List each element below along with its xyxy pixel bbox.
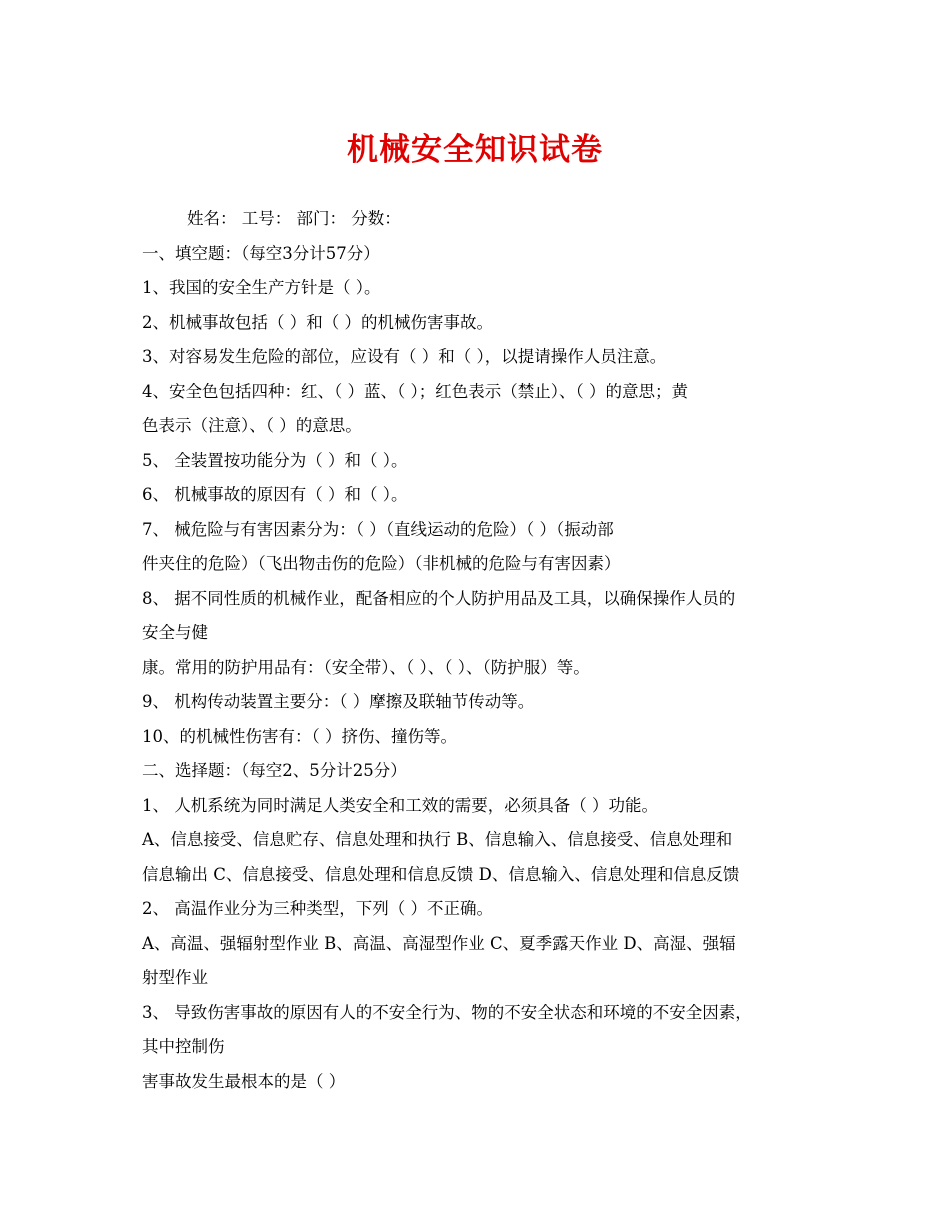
section-heading-choice: 二、选择题：（每空2、5分计25分）: [142, 761, 407, 780]
header-fields: 姓名： 工号： 部门： 分数：: [187, 209, 401, 228]
exam-title: 机械安全知识试卷: [347, 132, 603, 168]
question-line: 1、我国的安全生产方针是（ ）。: [142, 278, 381, 297]
answer-options-line: 信息输出 C、信息接受、信息处理和信息反馈 D、信息输入、信息处理和信息反馈: [142, 864, 740, 884]
answer-options-line: A、高温、强辐射型作业 B、高温、高湿型作业 C、夏季露天作业 D、高湿、强辐: [142, 933, 736, 953]
question-line: 1、 人机系统为同时满足人类安全和工效的需要，必须具备（ ）功能。: [142, 795, 658, 815]
answer-options-line: 射型作业: [142, 968, 208, 987]
question-line: 6、 机械事故的原因有（ ）和（ ）。: [142, 485, 408, 504]
answer-options-line: A、信息接受、信息贮存、信息处理和执行 B、信息输入、信息接受、信息处理和: [142, 830, 733, 849]
question-line: 9、 机构传动装置主要分：（ ）摩擦及联轴节传动等。: [142, 692, 535, 711]
question-line: 色表示（注意）、（ ）的意思。: [142, 416, 362, 435]
question-line: 5、 全装置按功能分为（ ）和（ ）。: [142, 450, 408, 470]
question-line: 10、的机械性伤害有：（ ）挤伤、撞伤等。: [142, 726, 457, 746]
question-line: 4、安全色包括四种：红、（ ）蓝、（ ）；红色表示（禁止）、（ ）的意思；黄: [142, 381, 688, 401]
section-heading-fill-blank: 一、填空题：（每空3分计57分）: [142, 243, 380, 263]
question-line: 害事故发生最根本的是（ ）: [142, 1071, 346, 1091]
question-line: 康。常用的防护用品有：（安全带）、（ ）、（ ）、（防护服）等。: [142, 657, 590, 677]
question-line: 7、 械危险与有害因素分为：（ ）（直线运动的危险）（ ）（振动部: [142, 519, 614, 539]
exam-body: [142, 202, 822, 1099]
question-line: 8、 据不同性质的机械作业，配备相应的个人防护用品及工具，以确保操作人员的: [142, 588, 736, 608]
question-line: 3、对容易发生危险的部位，应设有（ ）和（ ），以提请操作人员注意。: [142, 347, 667, 366]
question-line: 2、机械事故包括（ ）和（ ）的机械伤害事故。: [142, 312, 493, 332]
question-line: 安全与健: [142, 623, 208, 642]
question-line: 2、 高温作业分为三种类型，下列（ ）不正确。: [142, 899, 493, 918]
question-line: 3、 导致伤害事故的原因有人的不安全行为、物的不安全状态和环境的不安全因素，: [142, 1002, 752, 1022]
question-line: 件夹住的危险）（飞出物击伤的危险）（非机械的危险与有害因素）: [142, 554, 621, 573]
question-line: 其中控制伤: [142, 1037, 225, 1056]
